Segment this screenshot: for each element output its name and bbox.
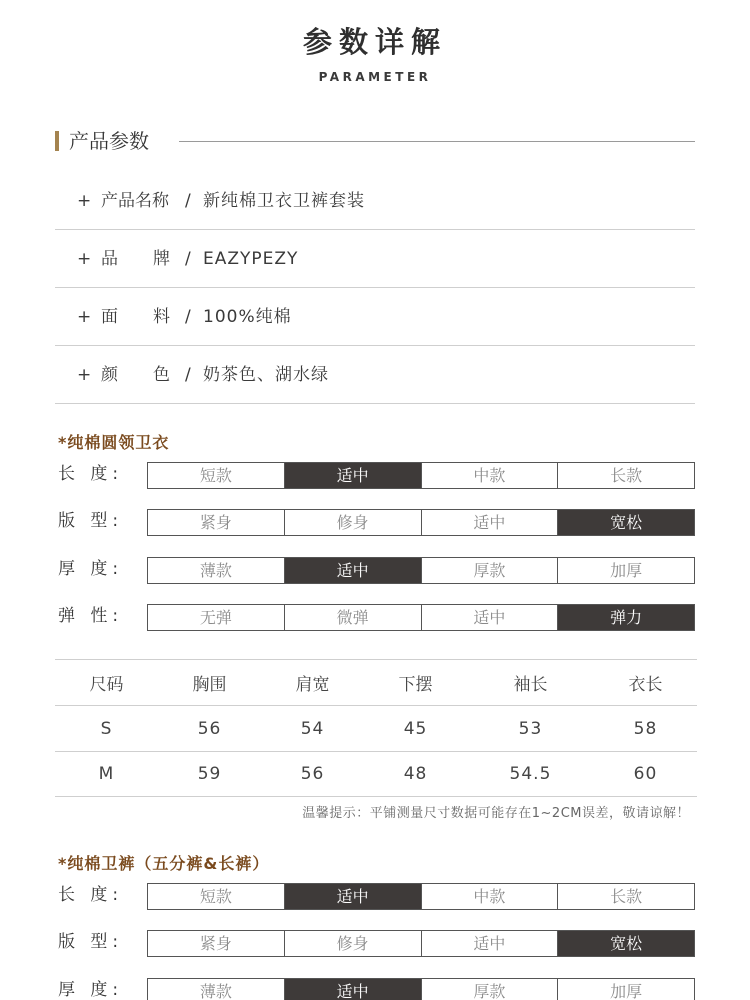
measurement-tip: 温馨提示：平铺测量尺寸数据可能存在1~2CM误差，敬请谅解！ (302, 806, 690, 821)
attr-option: 修身 (285, 931, 422, 956)
attr-option: 弹力 (558, 605, 694, 630)
attr-option: 长款 (610, 887, 643, 906)
attr-option: 紧身 (148, 510, 285, 535)
param-key-char: 料 (153, 307, 170, 327)
table-cell: 54 (261, 706, 364, 752)
pants-title: *纯棉卫裤（五分裤&长裤） (58, 854, 270, 873)
attr-option: 宽松 (558, 931, 694, 956)
attr-scale-length (147, 462, 695, 489)
attr-option: 无弹 (148, 605, 285, 630)
param-separator: / (185, 365, 191, 385)
param-value: 奶茶色、湖水绿 (203, 365, 329, 385)
param-separator: / (185, 191, 191, 211)
attr-option: 适中 (285, 463, 422, 488)
table-cell: 45 (364, 706, 467, 752)
table-cell: 56 (158, 706, 261, 752)
section-divider (179, 141, 695, 142)
param-key: 产品名称 (101, 191, 169, 211)
attr-scale-fit (147, 930, 695, 957)
hoodie-title: *纯棉圆领卫衣 (58, 433, 170, 452)
attr-option: 长款 (610, 466, 643, 485)
attr-option: 短款 (148, 884, 285, 909)
attr-option: 加厚 (610, 561, 643, 580)
attr-scale-thickness (147, 978, 695, 1000)
attr-scale-length (147, 883, 695, 910)
size-table (55, 659, 697, 797)
table-header-row (55, 660, 697, 706)
param-separator: / (185, 307, 191, 327)
section-accent-bar (55, 131, 59, 151)
attr-option: 中款 (422, 463, 559, 488)
table-header-cell: 衣长 (594, 660, 697, 706)
attr-option: 微弹 (285, 605, 422, 630)
attr-label: 厚 度: (58, 980, 124, 1000)
attr-option: 适中 (422, 931, 559, 956)
table-cell: 58 (594, 706, 697, 752)
param-row-name (55, 172, 695, 230)
attr-option: 加厚 (610, 982, 643, 1000)
table-cell: 56 (261, 752, 364, 797)
table-header-cell: 肩宽 (261, 660, 364, 706)
table-cell: 53 (467, 706, 594, 752)
attr-option: 宽松 (558, 510, 694, 535)
page-subtitle: PARAMETER (318, 70, 432, 84)
param-row-fabric (55, 288, 695, 346)
param-row-brand (55, 230, 695, 288)
param-key-char: 品 (101, 249, 118, 269)
attr-option: 适中 (285, 558, 422, 583)
page-title: 参数详解 (302, 25, 447, 59)
table-cell: 59 (158, 752, 261, 797)
attr-option: 厚款 (422, 558, 559, 583)
attr-label: 长 度: (58, 885, 124, 905)
table-cell: 48 (364, 752, 467, 797)
attr-option: 薄款 (148, 979, 285, 1000)
table-header-cell: 袖长 (467, 660, 594, 706)
param-row-color (55, 346, 695, 404)
attr-option: 薄款 (148, 558, 285, 583)
attr-option: 适中 (422, 605, 559, 630)
attr-scale-elasticity (147, 604, 695, 631)
attr-option: 厚款 (422, 979, 559, 1000)
param-key-char: 牌 (153, 249, 170, 269)
param-key-char: 色 (153, 365, 170, 385)
attr-label: 长 度: (58, 464, 124, 484)
attr-option: 适中 (285, 979, 422, 1000)
table-cell: 54.5 (467, 752, 594, 797)
param-key-char: 颜 (101, 365, 118, 385)
table-cell: 60 (594, 752, 697, 797)
table-header-cell: 胸围 (158, 660, 261, 706)
table-row (55, 752, 697, 797)
param-value: 100%纯棉 (203, 307, 292, 327)
attr-option: 适中 (422, 510, 559, 535)
plus-icon: + (77, 249, 92, 269)
plus-icon: + (77, 191, 92, 211)
table-cell: M (55, 752, 158, 797)
attr-label: 厚 度: (58, 559, 124, 579)
attr-label: 版 型: (58, 511, 124, 531)
table-header-cell: 下摆 (364, 660, 467, 706)
section-title: 产品参数 (69, 129, 149, 153)
table-row (55, 706, 697, 752)
param-separator: / (185, 249, 191, 269)
table-cell: S (55, 706, 158, 752)
attr-option: 修身 (285, 510, 422, 535)
section-header-product-params (55, 128, 695, 156)
attr-option: 中款 (422, 884, 559, 909)
attr-label: 弹 性: (58, 606, 124, 626)
param-value: EAZYPEZY (203, 249, 299, 269)
param-key-char: 面 (101, 307, 118, 327)
attr-label: 版 型: (58, 932, 124, 952)
attr-option: 紧身 (148, 931, 285, 956)
attr-scale-fit (147, 509, 695, 536)
attr-scale-thickness (147, 557, 695, 584)
attr-option: 适中 (285, 884, 422, 909)
param-value: 新纯棉卫衣卫裤套装 (203, 191, 365, 211)
plus-icon: + (77, 365, 92, 385)
plus-icon: + (77, 307, 92, 327)
attr-option: 短款 (148, 463, 285, 488)
table-header-cell: 尺码 (55, 660, 158, 706)
